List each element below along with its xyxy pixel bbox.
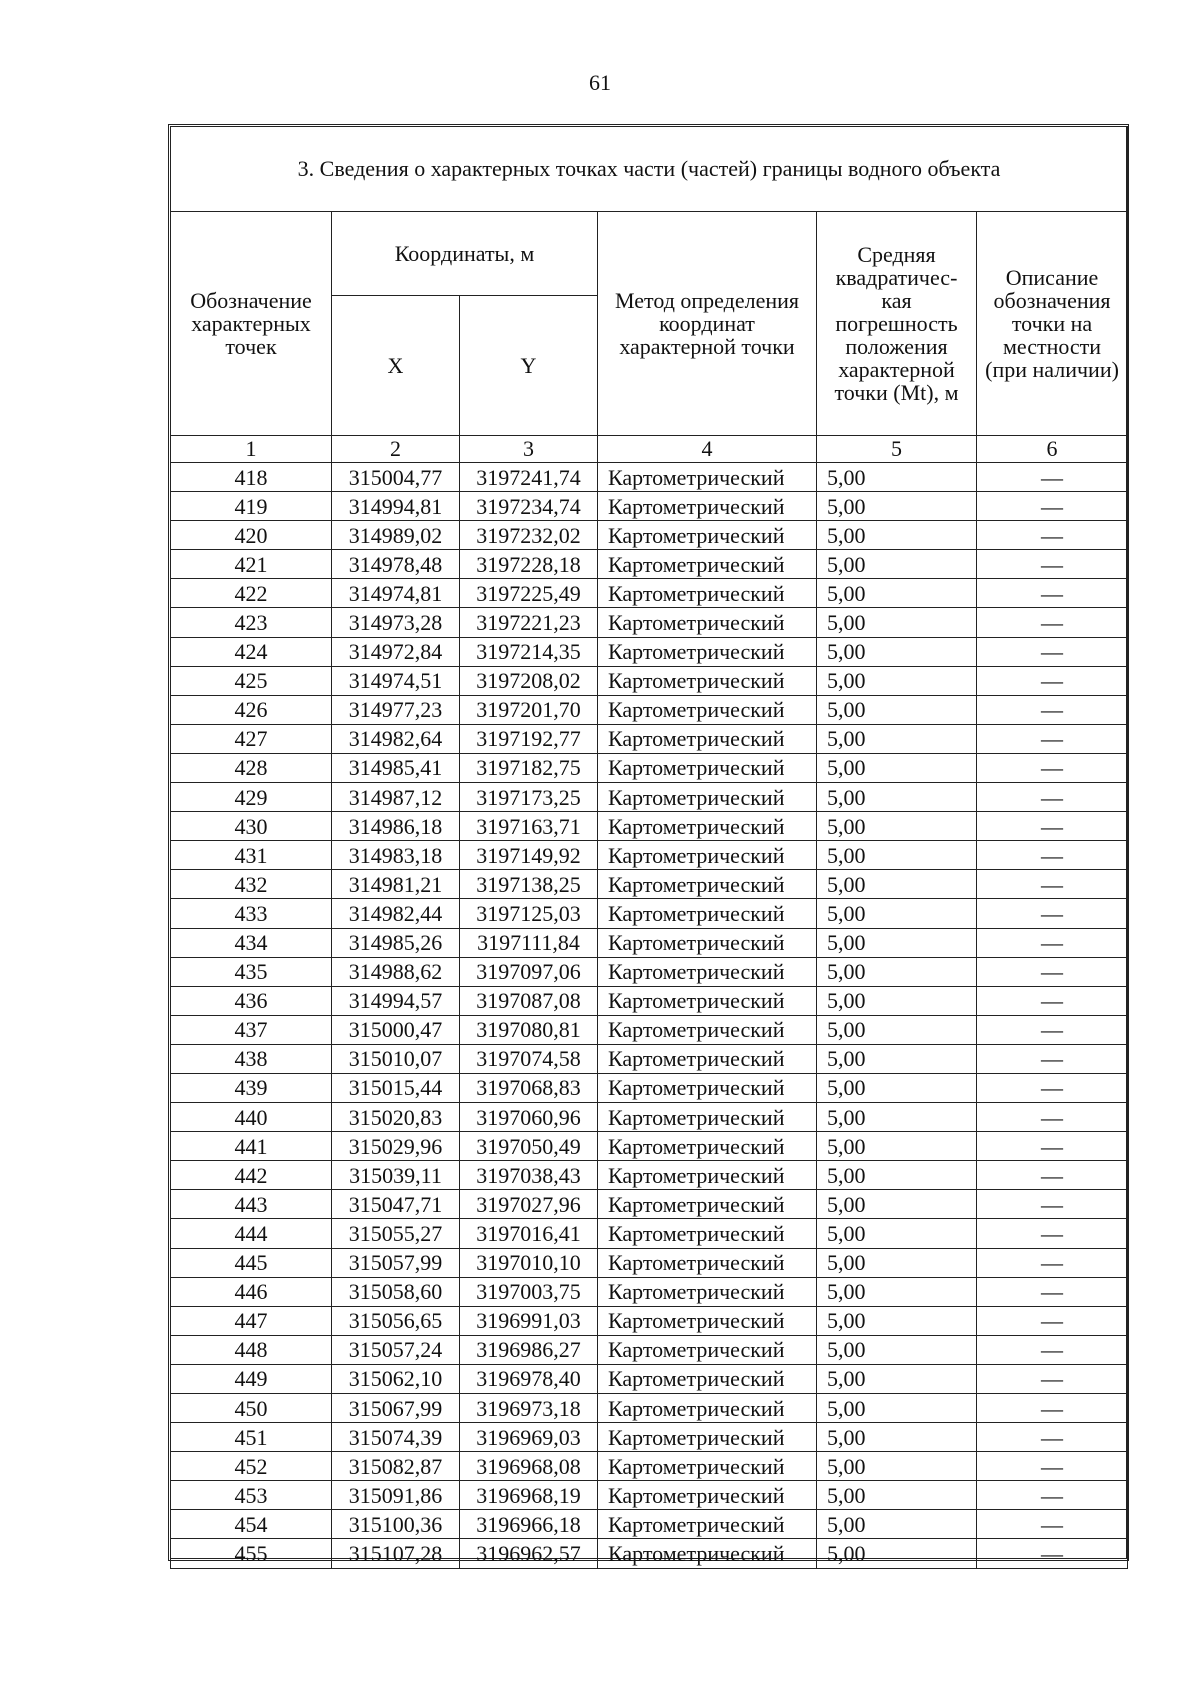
- method-cell: Картометрический: [598, 1394, 817, 1423]
- error-cell: 5,00: [817, 1073, 977, 1102]
- error-cell: 5,00: [817, 1306, 977, 1335]
- description-cell: —: [977, 1364, 1128, 1393]
- y-coord-cell: 3197232,02: [460, 521, 598, 550]
- y-coord-cell: 3197192,77: [460, 724, 598, 753]
- x-coord-cell: 315100,36: [332, 1510, 460, 1539]
- y-coord-cell: 3197068,83: [460, 1073, 598, 1102]
- error-cell: 5,00: [817, 1394, 977, 1423]
- description-cell: —: [977, 1103, 1128, 1132]
- description-cell: —: [977, 1073, 1128, 1102]
- point-id-cell: 452: [171, 1452, 332, 1481]
- method-cell: Картометрический: [598, 1539, 817, 1568]
- method-cell: Картометрический: [598, 1481, 817, 1510]
- description-cell: —: [977, 521, 1128, 550]
- point-id-cell: 450: [171, 1394, 332, 1423]
- point-id-cell: 438: [171, 1044, 332, 1073]
- description-cell: —: [977, 695, 1128, 724]
- description-cell: —: [977, 1190, 1128, 1219]
- point-id-cell: 430: [171, 812, 332, 841]
- point-id-cell: 444: [171, 1219, 332, 1248]
- method-cell: Картометрический: [598, 608, 817, 637]
- error-cell: 5,00: [817, 463, 977, 492]
- table-row: [171, 666, 1128, 695]
- description-cell: —: [977, 1539, 1128, 1568]
- x-coord-cell: 314987,12: [332, 783, 460, 812]
- method-cell: Картометрический: [598, 1044, 817, 1073]
- table-row: [171, 986, 1128, 1015]
- x-coord-cell: 314972,84: [332, 637, 460, 666]
- y-coord-cell: 3197163,71: [460, 812, 598, 841]
- point-id-cell: 428: [171, 753, 332, 782]
- method-cell: Картометрический: [598, 957, 817, 986]
- x-coord-cell: 314982,44: [332, 899, 460, 928]
- x-coord-cell: 315039,11: [332, 1161, 460, 1190]
- description-cell: —: [977, 899, 1128, 928]
- method-cell: Картометрический: [598, 1015, 817, 1044]
- point-id-cell: 427: [171, 724, 332, 753]
- method-cell: Картометрический: [598, 986, 817, 1015]
- y-coord-cell: 3196968,19: [460, 1481, 598, 1510]
- table-row: [171, 1190, 1128, 1219]
- y-coord-cell: 3197111,84: [460, 928, 598, 957]
- header-description: Описание обозначения точки на местности (при наличии): [977, 212, 1128, 436]
- point-id-cell: 431: [171, 841, 332, 870]
- y-coord-cell: 3197080,81: [460, 1015, 598, 1044]
- table-row: [171, 1015, 1128, 1044]
- table-row: [171, 579, 1128, 608]
- x-coord-cell: 314974,81: [332, 579, 460, 608]
- method-cell: Картометрический: [598, 1452, 817, 1481]
- y-coord-cell: 3196962,57: [460, 1539, 598, 1568]
- method-cell: Картометрический: [598, 579, 817, 608]
- description-cell: —: [977, 783, 1128, 812]
- header-method: Метод определения координат характерной точки: [598, 212, 817, 436]
- y-coord-cell: 3197228,18: [460, 550, 598, 579]
- description-cell: —: [977, 1161, 1128, 1190]
- method-cell: Картометрический: [598, 1248, 817, 1277]
- description-cell: —: [977, 1423, 1128, 1452]
- point-id-cell: 418: [171, 463, 332, 492]
- y-coord-cell: 3197214,35: [460, 637, 598, 666]
- method-cell: Картометрический: [598, 1335, 817, 1364]
- point-id-cell: 446: [171, 1277, 332, 1306]
- method-cell: Картометрический: [598, 899, 817, 928]
- table-row: [171, 521, 1128, 550]
- description-cell: —: [977, 1277, 1128, 1306]
- error-cell: 5,00: [817, 753, 977, 782]
- method-cell: Картометрический: [598, 1132, 817, 1161]
- y-coord-cell: 3196968,08: [460, 1452, 598, 1481]
- description-cell: —: [977, 666, 1128, 695]
- error-cell: 5,00: [817, 521, 977, 550]
- method-cell: Картометрический: [598, 1306, 817, 1335]
- y-coord-cell: 3197050,49: [460, 1132, 598, 1161]
- table-row: [171, 1335, 1128, 1364]
- table-row: [171, 1394, 1128, 1423]
- table-row: [171, 1161, 1128, 1190]
- method-cell: Картометрический: [598, 870, 817, 899]
- error-cell: 5,00: [817, 1364, 977, 1393]
- column-number: 1: [171, 436, 332, 463]
- error-cell: 5,00: [817, 841, 977, 870]
- y-coord-cell: 3196991,03: [460, 1306, 598, 1335]
- description-cell: —: [977, 1248, 1128, 1277]
- error-cell: 5,00: [817, 1132, 977, 1161]
- point-id-cell: 422: [171, 579, 332, 608]
- error-cell: 5,00: [817, 783, 977, 812]
- error-cell: 5,00: [817, 899, 977, 928]
- table-row: [171, 463, 1128, 492]
- description-cell: —: [977, 1132, 1128, 1161]
- x-coord-cell: 315074,39: [332, 1423, 460, 1452]
- description-cell: —: [977, 1335, 1128, 1364]
- point-id-cell: 445: [171, 1248, 332, 1277]
- y-coord-cell: 3196973,18: [460, 1394, 598, 1423]
- table-row: [171, 1306, 1128, 1335]
- x-coord-cell: 315056,65: [332, 1306, 460, 1335]
- method-cell: Картометрический: [598, 753, 817, 782]
- point-id-cell: 454: [171, 1510, 332, 1539]
- x-coord-cell: 315000,47: [332, 1015, 460, 1044]
- table-title: 3. Сведения о характерных точках части (частей) границы водного объекта: [171, 127, 1128, 212]
- error-cell: 5,00: [817, 1161, 977, 1190]
- x-coord-cell: 314978,48: [332, 550, 460, 579]
- x-coord-cell: 315004,77: [332, 463, 460, 492]
- point-id-cell: 451: [171, 1423, 332, 1452]
- y-coord-cell: 3197182,75: [460, 753, 598, 782]
- description-cell: —: [977, 463, 1128, 492]
- point-id-cell: 436: [171, 986, 332, 1015]
- description-cell: —: [977, 1510, 1128, 1539]
- point-id-cell: 425: [171, 666, 332, 695]
- y-coord-cell: 3196966,18: [460, 1510, 598, 1539]
- description-cell: —: [977, 812, 1128, 841]
- y-coord-cell: 3197225,49: [460, 579, 598, 608]
- error-cell: 5,00: [817, 1190, 977, 1219]
- description-cell: —: [977, 1481, 1128, 1510]
- x-coord-cell: 315062,10: [332, 1364, 460, 1393]
- point-id-cell: 435: [171, 957, 332, 986]
- error-cell: 5,00: [817, 666, 977, 695]
- method-cell: Картометрический: [598, 666, 817, 695]
- y-coord-cell: 3197149,92: [460, 841, 598, 870]
- method-cell: Картометрический: [598, 1190, 817, 1219]
- description-cell: —: [977, 957, 1128, 986]
- error-cell: 5,00: [817, 1452, 977, 1481]
- table-row: [171, 492, 1128, 521]
- method-cell: Картометрический: [598, 1219, 817, 1248]
- description-cell: —: [977, 1452, 1128, 1481]
- table-row: [171, 928, 1128, 957]
- table-row: [171, 1364, 1128, 1393]
- error-cell: 5,00: [817, 1044, 977, 1073]
- boundary-points-table: [170, 126, 1128, 1569]
- description-cell: —: [977, 637, 1128, 666]
- header-coords: Координаты, м: [332, 212, 598, 296]
- description-cell: —: [977, 1015, 1128, 1044]
- error-cell: 5,00: [817, 550, 977, 579]
- error-cell: 5,00: [817, 1277, 977, 1306]
- method-cell: Картометрический: [598, 1103, 817, 1132]
- method-cell: Картометрический: [598, 928, 817, 957]
- point-id-cell: 447: [171, 1306, 332, 1335]
- point-id-cell: 455: [171, 1539, 332, 1568]
- table-row: [171, 957, 1128, 986]
- description-cell: —: [977, 928, 1128, 957]
- table-row: [171, 695, 1128, 724]
- table-row: [171, 1481, 1128, 1510]
- table-row: [171, 1510, 1128, 1539]
- table-row: [171, 1044, 1128, 1073]
- table-row: [171, 1103, 1128, 1132]
- x-coord-cell: 315020,83: [332, 1103, 460, 1132]
- table-row: [171, 899, 1128, 928]
- table-row: [171, 1277, 1128, 1306]
- error-cell: 5,00: [817, 1423, 977, 1452]
- y-coord-cell: 3197060,96: [460, 1103, 598, 1132]
- y-coord-cell: 3197016,41: [460, 1219, 598, 1248]
- point-id-cell: 429: [171, 783, 332, 812]
- method-cell: Картометрический: [598, 463, 817, 492]
- point-id-cell: 419: [171, 492, 332, 521]
- error-cell: 5,00: [817, 695, 977, 724]
- x-coord-cell: 315067,99: [332, 1394, 460, 1423]
- x-coord-cell: 314989,02: [332, 521, 460, 550]
- method-cell: Картометрический: [598, 695, 817, 724]
- method-cell: Картометрический: [598, 1364, 817, 1393]
- column-number: 6: [977, 436, 1128, 463]
- page-number: 61: [589, 70, 611, 95]
- table-row: [171, 724, 1128, 753]
- description-cell: —: [977, 492, 1128, 521]
- x-coord-cell: 314973,28: [332, 608, 460, 637]
- x-coord-cell: 315057,99: [332, 1248, 460, 1277]
- y-coord-cell: 3197201,70: [460, 695, 598, 724]
- table-row: [171, 1452, 1128, 1481]
- table-row: [171, 1073, 1128, 1102]
- x-coord-cell: 314974,51: [332, 666, 460, 695]
- point-id-cell: 440: [171, 1103, 332, 1132]
- point-id-cell: 432: [171, 870, 332, 899]
- error-cell: 5,00: [817, 1335, 977, 1364]
- x-coord-cell: 314977,23: [332, 695, 460, 724]
- description-cell: —: [977, 986, 1128, 1015]
- point-id-cell: 441: [171, 1132, 332, 1161]
- column-number-row: [171, 436, 1128, 463]
- method-cell: Картометрический: [598, 521, 817, 550]
- point-id-cell: 453: [171, 1481, 332, 1510]
- x-coord-cell: 315107,28: [332, 1539, 460, 1568]
- x-coord-cell: 314994,57: [332, 986, 460, 1015]
- table-body: [171, 463, 1128, 1569]
- point-id-cell: 423: [171, 608, 332, 637]
- x-coord-cell: 314983,18: [332, 841, 460, 870]
- y-coord-cell: 3196986,27: [460, 1335, 598, 1364]
- error-cell: 5,00: [817, 579, 977, 608]
- point-id-cell: 421: [171, 550, 332, 579]
- error-cell: 5,00: [817, 1481, 977, 1510]
- method-cell: Картометрический: [598, 1073, 817, 1102]
- table-row: [171, 783, 1128, 812]
- method-cell: Картометрический: [598, 492, 817, 521]
- table-row: [171, 1132, 1128, 1161]
- y-coord-cell: 3197234,74: [460, 492, 598, 521]
- description-cell: —: [977, 1394, 1128, 1423]
- table-row: [171, 637, 1128, 666]
- error-cell: 5,00: [817, 812, 977, 841]
- x-coord-cell: 314986,18: [332, 812, 460, 841]
- y-coord-cell: 3196969,03: [460, 1423, 598, 1452]
- description-cell: —: [977, 724, 1128, 753]
- description-cell: —: [977, 753, 1128, 782]
- method-cell: Картометрический: [598, 550, 817, 579]
- table-row: [171, 608, 1128, 637]
- y-coord-cell: 3197221,23: [460, 608, 598, 637]
- description-cell: —: [977, 608, 1128, 637]
- point-id-cell: 442: [171, 1161, 332, 1190]
- y-coord-cell: 3197208,02: [460, 666, 598, 695]
- header-x: X: [332, 296, 460, 436]
- table-row: [171, 753, 1128, 782]
- x-coord-cell: 314985,26: [332, 928, 460, 957]
- point-id-cell: 449: [171, 1364, 332, 1393]
- header-point-id: Обозначение характерных точек: [171, 212, 332, 436]
- column-number: 3: [460, 436, 598, 463]
- x-coord-cell: 315047,71: [332, 1190, 460, 1219]
- column-number: 2: [332, 436, 460, 463]
- y-coord-cell: 3197125,03: [460, 899, 598, 928]
- y-coord-cell: 3197173,25: [460, 783, 598, 812]
- error-cell: 5,00: [817, 1219, 977, 1248]
- description-cell: —: [977, 1219, 1128, 1248]
- x-coord-cell: 315010,07: [332, 1044, 460, 1073]
- column-number: 4: [598, 436, 817, 463]
- x-coord-cell: 315091,86: [332, 1481, 460, 1510]
- x-coord-cell: 315082,87: [332, 1452, 460, 1481]
- description-cell: —: [977, 579, 1128, 608]
- y-coord-cell: 3197038,43: [460, 1161, 598, 1190]
- method-cell: Картометрический: [598, 783, 817, 812]
- y-coord-cell: 3197074,58: [460, 1044, 598, 1073]
- x-coord-cell: 314988,62: [332, 957, 460, 986]
- x-coord-cell: 315058,60: [332, 1277, 460, 1306]
- x-coord-cell: 315057,24: [332, 1335, 460, 1364]
- method-cell: Картометрический: [598, 1510, 817, 1539]
- point-id-cell: 439: [171, 1073, 332, 1102]
- table-row: [171, 812, 1128, 841]
- error-cell: 5,00: [817, 870, 977, 899]
- x-coord-cell: 314985,41: [332, 753, 460, 782]
- header-y: Y: [460, 296, 598, 436]
- header-error: Средняя квадратичес- кая погрешность положения характерной точки (Mt), м: [817, 212, 977, 436]
- x-coord-cell: 314981,21: [332, 870, 460, 899]
- table-row: [171, 1539, 1128, 1568]
- error-cell: 5,00: [817, 986, 977, 1015]
- method-cell: Картометрический: [598, 1277, 817, 1306]
- point-id-cell: 437: [171, 1015, 332, 1044]
- x-coord-cell: 314994,81: [332, 492, 460, 521]
- error-cell: 5,00: [817, 1539, 977, 1568]
- table-row: [171, 1219, 1128, 1248]
- method-cell: Картометрический: [598, 812, 817, 841]
- point-id-cell: 448: [171, 1335, 332, 1364]
- x-coord-cell: 315029,96: [332, 1132, 460, 1161]
- y-coord-cell: 3197003,75: [460, 1277, 598, 1306]
- method-cell: Картометрический: [598, 724, 817, 753]
- y-coord-cell: 3197027,96: [460, 1190, 598, 1219]
- description-cell: —: [977, 1306, 1128, 1335]
- x-coord-cell: 315055,27: [332, 1219, 460, 1248]
- table-row: [171, 1423, 1128, 1452]
- y-coord-cell: 3197087,08: [460, 986, 598, 1015]
- error-cell: 5,00: [817, 1015, 977, 1044]
- description-cell: —: [977, 1044, 1128, 1073]
- error-cell: 5,00: [817, 637, 977, 666]
- error-cell: 5,00: [817, 492, 977, 521]
- table-row: [171, 550, 1128, 579]
- x-coord-cell: 314982,64: [332, 724, 460, 753]
- description-cell: —: [977, 841, 1128, 870]
- point-id-cell: 433: [171, 899, 332, 928]
- point-id-cell: 426: [171, 695, 332, 724]
- point-id-cell: 443: [171, 1190, 332, 1219]
- y-coord-cell: 3197138,25: [460, 870, 598, 899]
- error-cell: 5,00: [817, 1510, 977, 1539]
- table-row: [171, 870, 1128, 899]
- method-cell: Картометрический: [598, 1161, 817, 1190]
- table-row: [171, 841, 1128, 870]
- error-cell: 5,00: [817, 928, 977, 957]
- error-cell: 5,00: [817, 1103, 977, 1132]
- description-cell: —: [977, 870, 1128, 899]
- y-coord-cell: 3197010,10: [460, 1248, 598, 1277]
- x-coord-cell: 315015,44: [332, 1073, 460, 1102]
- point-id-cell: 420: [171, 521, 332, 550]
- y-coord-cell: 3197241,74: [460, 463, 598, 492]
- error-cell: 5,00: [817, 608, 977, 637]
- error-cell: 5,00: [817, 1248, 977, 1277]
- description-cell: —: [977, 550, 1128, 579]
- point-id-cell: 434: [171, 928, 332, 957]
- method-cell: Картометрический: [598, 841, 817, 870]
- method-cell: Картометрический: [598, 1423, 817, 1452]
- column-number: 5: [817, 436, 977, 463]
- error-cell: 5,00: [817, 724, 977, 753]
- y-coord-cell: 3197097,06: [460, 957, 598, 986]
- point-id-cell: 424: [171, 637, 332, 666]
- y-coord-cell: 3196978,40: [460, 1364, 598, 1393]
- table-row: [171, 1248, 1128, 1277]
- method-cell: Картометрический: [598, 637, 817, 666]
- error-cell: 5,00: [817, 957, 977, 986]
